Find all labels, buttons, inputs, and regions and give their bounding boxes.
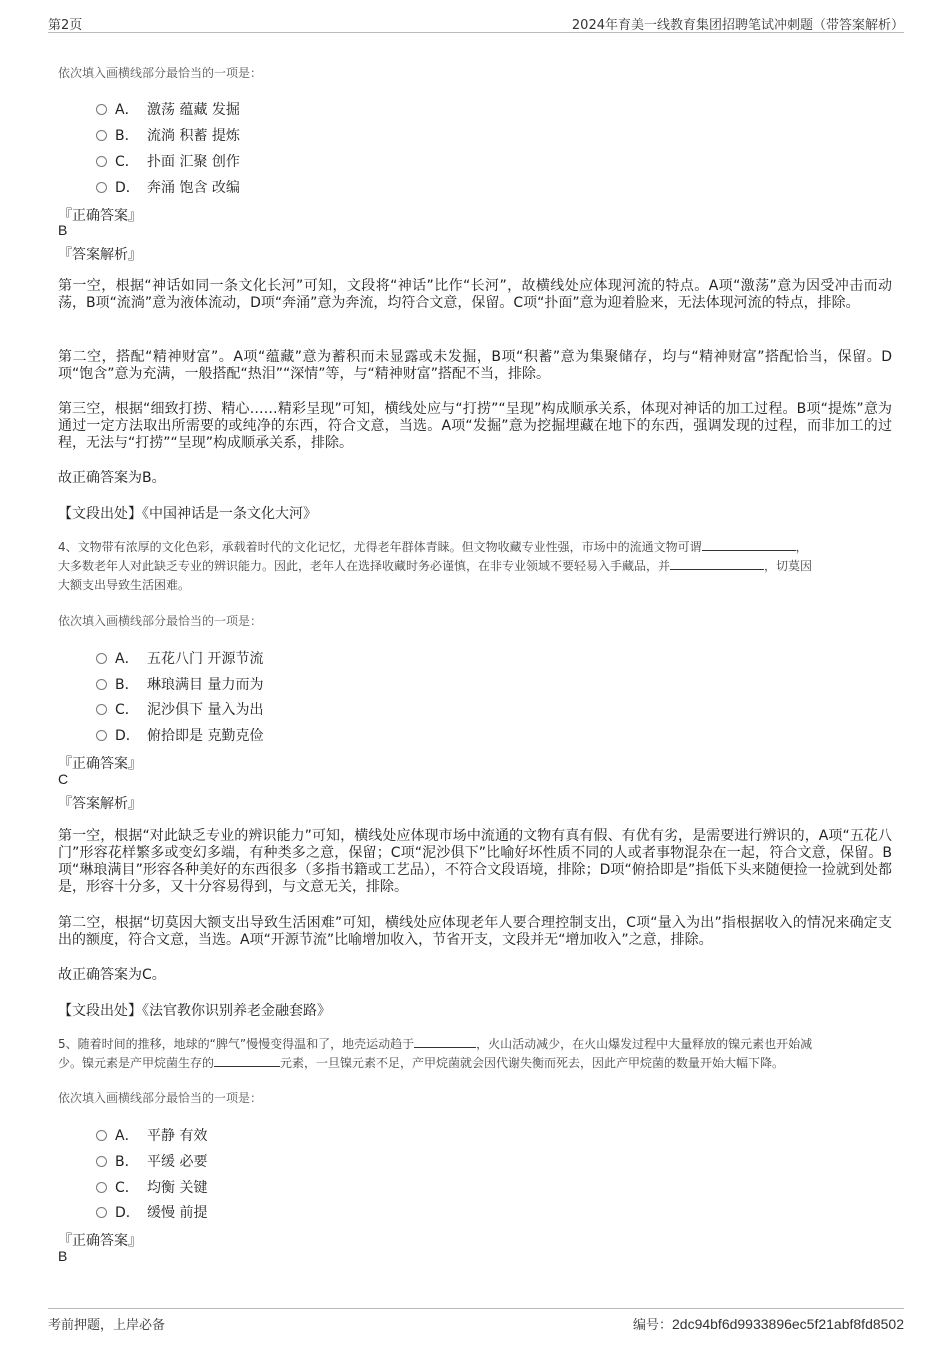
q5-option-b[interactable] bbox=[96, 1151, 207, 1171]
q3-answer: B bbox=[58, 222, 68, 238]
option-letter: A． bbox=[115, 102, 139, 118]
option-text: 俯拾即是 克勤克俭 bbox=[147, 728, 264, 744]
q5-option-a[interactable] bbox=[96, 1125, 207, 1145]
option-letter: C． bbox=[115, 154, 139, 170]
q3-answer-label: 『正确答案』 bbox=[58, 208, 142, 224]
radio-icon[interactable] bbox=[96, 1182, 107, 1193]
blank-line bbox=[670, 557, 764, 570]
radio-icon[interactable] bbox=[96, 156, 107, 167]
option-letter: B． bbox=[115, 128, 139, 144]
option-letter: C． bbox=[115, 1180, 139, 1196]
q4-option-b[interactable] bbox=[96, 674, 263, 694]
q3-analysis-label: 『答案解析』 bbox=[58, 247, 142, 263]
radio-icon[interactable] bbox=[96, 653, 107, 664]
q5-question-text bbox=[58, 1035, 894, 1073]
option-text: 扑面 汇聚 创作 bbox=[147, 154, 240, 170]
option-text: 奔涌 饱含 改编 bbox=[147, 180, 240, 196]
footer-id bbox=[633, 1314, 904, 1333]
q4-option-d[interactable] bbox=[96, 725, 263, 745]
q3-option-c[interactable] bbox=[96, 151, 240, 171]
blank-line bbox=[702, 538, 796, 551]
q3-analysis-2: 第二空，搭配“精神财富”。A项“蕴藏”意为蓄积而未显露或未发掘，B项“积蓄”意为集聚储存，均与“精神财富”搭配恰当，保留。D项“饱含”意为充满，一般搭配“热泪”“深情”等，与“精神财富”搭配不当，排除。 bbox=[58, 349, 892, 382]
q5-answer-label: 『正确答案』 bbox=[58, 1233, 142, 1249]
option-letter: D． bbox=[115, 180, 140, 196]
q4-answer-label: 『正确答案』 bbox=[58, 756, 142, 772]
q4-conclusion: 故正确答案为C。 bbox=[58, 967, 166, 983]
q4-source: 【文段出处】《法官教你识别养老金融套路》 bbox=[58, 1003, 331, 1019]
option-text: 平静 有效 bbox=[147, 1128, 208, 1144]
q3-analysis-3: 第三空，根据“细致打捞、精心……精彩呈现”可知，横线处应与“打捞”“呈现”构成顺承关系，体现对神话的加工过程。B项“提炼”意为通过一定方法取出所需要的或纯净的东西，符合文意，当选。A项“发掘”意为挖掘埋藏在地下的东西，强调发现的过程，而非加工的过程，无法与“打捞”“呈现”构成顺承关系，排除。 bbox=[58, 401, 892, 451]
q4-text-c: 大多数老年人对此缺乏专业的辨识能力。因此，老年人在选择收藏时务必谨慎，在非专业领域不要轻易入手藏品，并 bbox=[58, 559, 671, 573]
q3-prompt: 依次填入画横线部分最恰当的一项是： bbox=[58, 66, 263, 80]
q5-prompt: 依次填入画横线部分最恰当的一项是： bbox=[58, 1091, 263, 1105]
q4-answer: C bbox=[58, 771, 69, 787]
q3-option-d[interactable] bbox=[96, 177, 240, 197]
q3-option-b[interactable] bbox=[96, 125, 240, 145]
radio-icon[interactable] bbox=[96, 679, 107, 690]
q5-option-c[interactable] bbox=[96, 1177, 207, 1197]
q5-text-b: ，火山活动减少，在火山爆发过程中大量释放的镍元素也开始减 bbox=[476, 1037, 813, 1051]
radio-icon[interactable] bbox=[96, 704, 107, 715]
q5-answer: B bbox=[58, 1248, 68, 1264]
option-text: 激荡 蕴藏 发掘 bbox=[147, 102, 240, 118]
blank-line bbox=[214, 1054, 280, 1067]
q4-text-b: ， bbox=[795, 540, 808, 554]
option-text: 五花八门 开源节流 bbox=[147, 651, 264, 667]
radio-icon[interactable] bbox=[96, 104, 107, 115]
option-text: 平缓 必要 bbox=[147, 1154, 208, 1170]
q4-prompt: 依次填入画横线部分最恰当的一项是： bbox=[58, 614, 263, 628]
q5-text-a: 5、随着时间的推移，地球的“脾气”慢慢变得温和了，地壳运动趋于 bbox=[58, 1037, 415, 1051]
option-letter: D． bbox=[115, 728, 140, 744]
q5-option-d[interactable] bbox=[96, 1202, 207, 1222]
radio-icon[interactable] bbox=[96, 1130, 107, 1141]
page-number: 第2页 bbox=[48, 18, 83, 33]
footer-slogan: 考前押题，上岸必备 bbox=[48, 1318, 166, 1333]
q4-text-a: 4、文物带有浓厚的文化色彩，承载着时代的文化记忆，尤得老年群体青睐。但文物收藏专业性强，市场中的流通文物可谓 bbox=[58, 540, 702, 554]
option-letter: C． bbox=[115, 702, 139, 718]
radio-icon[interactable] bbox=[96, 1156, 107, 1167]
option-letter: A． bbox=[115, 651, 139, 667]
q5-text-c: 少。镍元素是产甲烷菌生存的 bbox=[58, 1056, 215, 1070]
q4-analysis-2: 第二空，根据“切莫因大额支出导致生活困难”可知，横线处应体现老年人要合理控制支出，C项“量入为出”指根据收入的情况来确定支出的额度，符合文意，当选。A项“开源节流”比喻增加收入，节省开支，文段并无“增加收入”之意，排除。 bbox=[58, 915, 892, 948]
option-text: 泥沙俱下 量入为出 bbox=[147, 702, 264, 718]
radio-icon[interactable] bbox=[96, 730, 107, 741]
q3-analysis-1: 第一空，根据“神话如同一条文化长河”可知，文段将“神话”比作“长河”，故横线处应体现河流的特点。A项“激荡”意为因受冲击而动荡，B项“流淌”意为液体流动，D项“奔涌”意为奔流，均符合文意，保留。C项“扑面”意为迎着脸来，无法体现河流的特点，排除。 bbox=[58, 278, 892, 311]
q3-conclusion: 故正确答案为B。 bbox=[58, 470, 166, 486]
q3-source: 【文段出处】《中国神话是一条文化大河》 bbox=[58, 506, 317, 522]
q4-option-c[interactable] bbox=[96, 699, 263, 719]
radio-icon[interactable] bbox=[96, 130, 107, 141]
option-letter: D． bbox=[115, 1205, 140, 1221]
option-text: 均衡 关键 bbox=[147, 1180, 208, 1196]
footer-id-label: 编号： bbox=[632, 1318, 672, 1333]
q4-text-d: ，切莫因 bbox=[764, 559, 813, 573]
q4-option-a[interactable] bbox=[96, 648, 263, 668]
option-letter: B． bbox=[115, 677, 139, 693]
option-text: 缓慢 前提 bbox=[147, 1205, 208, 1221]
option-letter: A． bbox=[115, 1128, 139, 1144]
q4-analysis-label: 『答案解析』 bbox=[58, 796, 142, 812]
q3-option-a[interactable] bbox=[96, 99, 240, 119]
q5-text-d: 元素，一旦镍元素不足，产甲烷菌就会因代谢失衡而死去，因此产甲烷菌的数量开始大幅下降。 bbox=[280, 1056, 785, 1070]
page-footer bbox=[48, 1308, 904, 1333]
q4-question-text bbox=[58, 538, 894, 595]
q4-text-e: 大额支出导致生活困难。 bbox=[58, 578, 191, 592]
blank-line bbox=[414, 1035, 476, 1048]
page-header bbox=[48, 10, 904, 33]
option-text: 琳琅满目 量力而为 bbox=[147, 677, 264, 693]
radio-icon[interactable] bbox=[96, 1207, 107, 1218]
option-letter: B． bbox=[115, 1154, 139, 1170]
document-title: 2024年育美一线教育集团招聘笔试冲刺题（带答案解析） bbox=[571, 18, 904, 33]
radio-icon[interactable] bbox=[96, 182, 107, 193]
q4-analysis-1: 第一空，根据“对此缺乏专业的辨识能力”可知，横线处应体现市场中流通的文物有真有假、有优有劣，是需要进行辨识的，A项“五花八门”形容花样繁多或变幻多端，有种类多之意，保留；C项“泥沙俱下”比喻好坏性质不同的人或者事物混杂在一起，符合文意，保留。B项“琳琅满目”形容各种美好的东西很多（多指书籍或工艺品），不符合文段语境，排除；D项“俯拾即是”指低下头来随便捡一捡就到处都是，形容十分多，又十分容易得到，与文意无关，排除。 bbox=[58, 828, 892, 895]
option-text: 流淌 积蓄 提炼 bbox=[147, 128, 240, 144]
footer-id-code: 2dc94bf6d9933896ec5f21abf8fd8502 bbox=[672, 1316, 904, 1332]
